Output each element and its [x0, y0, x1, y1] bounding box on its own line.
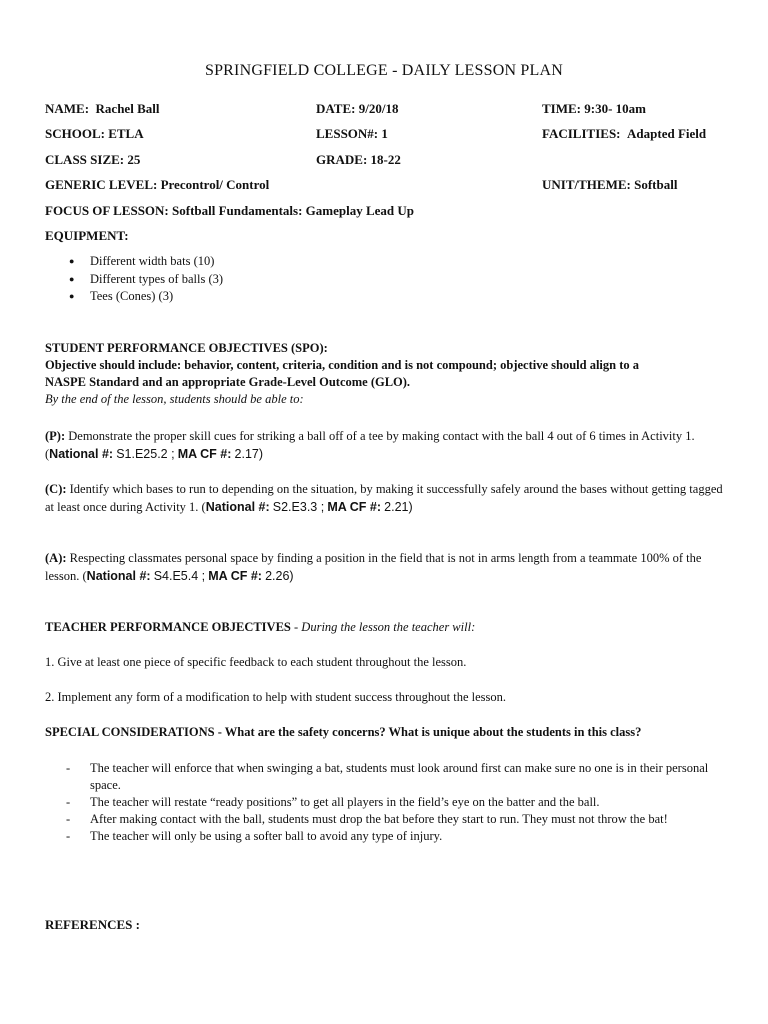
date-field: DATE: 9/20/18 [316, 101, 399, 116]
generic-level-field: GENERIC LEVEL: Precontrol/ Control [45, 177, 270, 192]
objective-a: (A): Respecting classmates personal space by finding a position in the field that is not in arms length from a teammate 100% of the lesson. (National #: S4.E5.4 ; MA CF #: 2.26) [45, 551, 702, 583]
list-item: - The teacher will enforce that when swinging a bat, students must look around first can make sure no one is in their personal space. [66, 761, 709, 792]
list-item: - The teacher will only be using a softer ball to avoid any type of injury. [66, 829, 443, 843]
list-item: - After making contact with the ball, students must drop the bat before they start to run. They must not throw the bat! [66, 812, 668, 826]
special-considerations-list [66, 760, 726, 845]
list-item: ● Different types of balls (3) [66, 271, 223, 289]
tpo-heading: TEACHER PERFORMANCE OBJECTIVES - During the lesson the teacher will: [45, 620, 476, 634]
equipment-list [66, 253, 223, 306]
bullet-icon: ● [69, 273, 75, 284]
page-title: SPRINGFIELD COLLEGE - DAILY LESSON PLAN [204, 62, 564, 79]
list-item: - The teacher will restate “ready positions” to get all players in the field’s eye on the batter and the ball. [66, 795, 600, 809]
spo-heading: STUDENT PERFORMANCE OBJECTIVES (SPO): [45, 341, 328, 355]
header-row-4 [45, 177, 745, 195]
lesson-field: LESSON#: 1 [316, 126, 388, 141]
tpo-item-1: 1. Give at least one piece of specific feedback to each student throughout the lesson. [45, 655, 467, 669]
bullet-icon: ● [69, 291, 75, 301]
grade-field: GRADE: 18-22 [316, 152, 401, 167]
references-heading: REFERENCES : [45, 917, 140, 932]
list-item: ● Tees (Cones) (3) [66, 288, 223, 306]
spo-intro: By the end of the lesson, students should be able to: [45, 392, 304, 406]
header-row-3 [45, 152, 745, 170]
class-size-field: CLASS SIZE: 25 [45, 152, 141, 167]
header-row-2 [45, 126, 745, 144]
facilities-field: FACILITIES: Adapted Field [542, 126, 707, 141]
equipment-heading: EQUIPMENT: [45, 228, 129, 243]
list-item: ● Different width bats (10) [66, 253, 223, 271]
focus-row [45, 203, 745, 221]
unit-theme-field: UNIT/THEME: Softball [542, 177, 678, 192]
bullet-icon: ● [69, 256, 75, 266]
name-field: NAME: Rachel Ball [45, 101, 160, 116]
spo-instruction-line2: NASPE Standard and an appropriate Grade-Level Outcome (GLO). [45, 375, 411, 389]
objective-p: (P): Demonstrate the proper skill cues for striking a ball off of a tee by making contact with the ball 4 out of 6 times in Activity 1. (National #: S1.E25.2 ; MA CF #: 2.17) [45, 429, 695, 461]
focus-field: FOCUS OF LESSON: Softball Fundamentals: Gameplay Lead Up [45, 203, 414, 218]
special-considerations-heading: SPECIAL CONSIDERATIONS - What are the safety concerns? What is unique about the students in this class? [45, 725, 642, 739]
tpo-item-2: 2. Implement any form of a modification to help with student success throughout the lesson. [45, 690, 507, 704]
time-field: TIME: 9:30- 10am [542, 101, 646, 116]
header-row-1 [45, 101, 745, 119]
spo-instruction-line1: Objective should include: behavior, content, criteria, condition and is not compound; objective should align to a [45, 358, 640, 372]
objective-c: (C): Identify which bases to run to depending on the situation, by making it successfully safely around the bases without getting tagged at least once during Activity 1. (National #: S2.E3.3 ; MA CF #: 2.21) [45, 482, 723, 514]
school-field: SCHOOL: ETLA [45, 126, 144, 141]
